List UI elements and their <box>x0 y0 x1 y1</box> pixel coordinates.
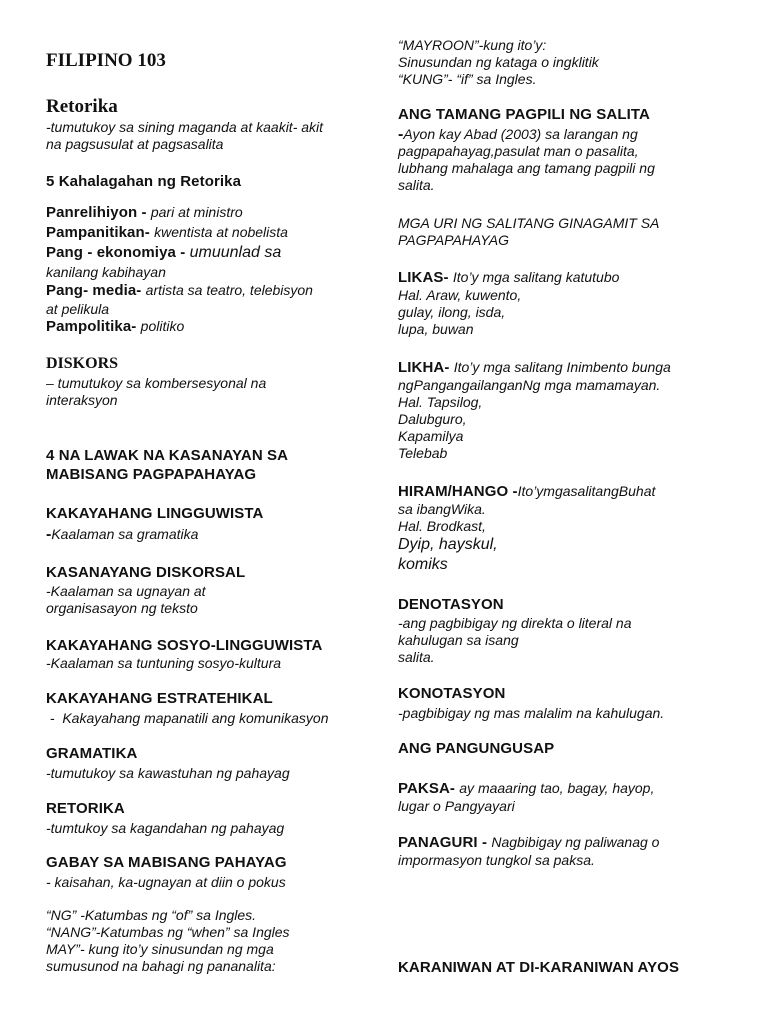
konotasyon-heading: KONOTASYON <box>398 685 506 702</box>
kahalagahan-heading: 5 Kahalagahan ng Retorika <box>46 173 242 190</box>
kahalagahan-item-3-cont: kanilang kabihayan <box>46 264 166 280</box>
konotasyon-definition: -pagbibigay ng mas malalim na kahulugan. <box>398 705 665 721</box>
lawak-heading: 4 NA LAWAK NA KASANAYAN SA MABISANG PAGPAPAHAYAG <box>46 447 289 483</box>
kahalagahan-item-1: Panrelihiyon - pari at ministro <box>46 204 243 221</box>
estratehikal-definition: - Kakayahang mapanatili ang komunikasyon <box>46 710 329 726</box>
gabay-heading: GABAY SA MABISANG PAHAYAG <box>46 854 287 871</box>
sosyo-definition: -Kaalaman sa tuntuning sosyo-kultura <box>46 655 282 671</box>
diskorsal-definition: -Kaalaman sa ugnayan at organisasayon ng teksto <box>46 583 206 616</box>
uri-ng-salita-heading: MGA URI NG SALITANG GINAGAMIT SA PAGPAPAHAYAG <box>398 215 660 248</box>
diskorsal-heading: KASANAYANG DISKORSAL <box>46 564 246 581</box>
kahalagahan-item-4: Pang- media- artista sa teatro, telebisyon <box>46 282 313 299</box>
retorika-heading: Retorika <box>46 96 118 117</box>
course-title: FILIPINO 103 <box>46 50 166 71</box>
hiram-section: HIRAM/HANGO -Ito’ymgasalitangBuhat sa ibangWika. Hal. Brodkast, Dyip, hayskul, komiks <box>398 483 656 573</box>
panaguri-section: PANAGURI - Nagbibigay ng paliwanag o impormasyon tungkol sa paksa. <box>398 834 660 868</box>
retorika-section-heading: RETORIKA <box>46 800 125 817</box>
estratehikal-heading: KAKAYAHANG ESTRATEHIKAL <box>46 690 273 707</box>
tamang-pagpili-heading: ANG TAMANG PAGPILI NG SALITA <box>398 106 650 123</box>
retorika-section-definition: -tumtukoy sa kagandahan ng pahayag <box>46 820 285 836</box>
tamang-pagpili-definition: -Ayon kay Abad (2003) sa larangan ng pagpapahayag,pasulat man o pasalita, lubhang mahalaga ang tamang pagpili ng salita. <box>398 126 655 193</box>
pangungusap-heading: ANG PANGUNGUSAP <box>398 740 555 757</box>
kahalagahan-item-2: Pampanitikan- kwentista at nobelista <box>46 224 288 241</box>
likas-section: LIKAS- Ito’y mga salitang katutubo Hal. Araw, kuwento, gulay, ilong, isda, lupa, buwan <box>398 269 620 337</box>
gabay-definition: - kaisahan, ka-ugnayan at diin o pokus <box>46 874 286 890</box>
denotasyon-heading: DENOTASYON <box>398 596 504 613</box>
kahalagahan-item-3: Pang - ekonomiya - umuunlad sa <box>46 244 282 261</box>
ng-nang-may-notes: “NG” -Katumbas ng “of” sa Ingles. “NANG”-Katumbas ng “when” sa Ingles MAY”- kung ito’y sinusundan ng mga sumusunod na bahagi ng pananalita: <box>46 907 290 974</box>
gramatika-heading: GRAMATIKA <box>46 745 138 762</box>
retorika-definition: -tumutukoy sa sining maganda at kaakit- akit na pagsusulat at pagsasalita <box>46 119 324 152</box>
gramatika-definition: -tumutukoy sa kawastuhan ng pahayag <box>46 765 290 781</box>
lingguwista-heading: KAKAYAHANG LINGGUWISTA <box>46 505 264 522</box>
likha-section: LIKHA- Ito’y mga salitang Inimbento bunga ngPangangailanganNg mga mamamayan. Hal. Tapsilog, Dalubguro, Kapamilya Telebab <box>398 359 671 461</box>
lingguwista-definition: -Kaalaman sa gramatika <box>46 526 199 543</box>
diskors-heading: DISKORS <box>46 355 119 372</box>
kahalagahan-item-4-cont: at pelikula <box>46 301 110 317</box>
diskors-definition: – tumutukoy sa kombersesyonal na interaksyon <box>46 375 267 408</box>
mayroon-notes: “MAYROON”-kung ito’y: Sinusundan ng kataga o ingklitik “KUNG”- “if” sa Ingles. <box>398 37 599 87</box>
kahalagahan-item-5: Pampolitika- politiko <box>46 318 185 335</box>
sosyo-heading: KAKAYAHANG SOSYO-LINGGUWISTA <box>46 637 323 654</box>
paksa-section: PAKSA- ay maaaring tao, bagay, hayop, lugar o Pangyayari <box>398 780 655 814</box>
denotasyon-definition: -ang pagbibigay ng direkta o literal na kahulugan sa isang salita. <box>398 615 632 665</box>
ayos-heading: KARANIWAN AT DI-KARANIWAN AYOS <box>398 959 680 976</box>
